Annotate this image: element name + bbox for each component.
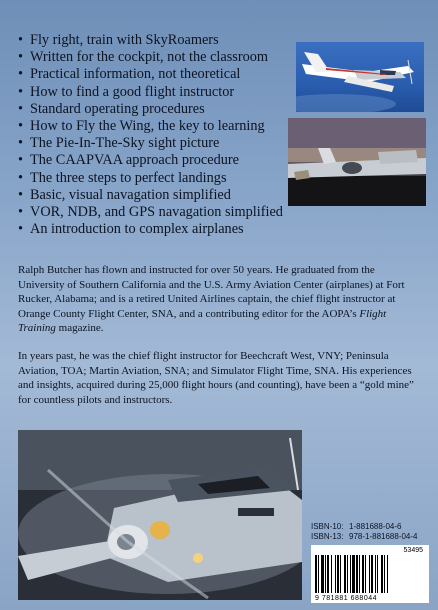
feature-bullet-item [18,32,318,49]
magazine-title: Flight Training [18,307,387,334]
author-history-paragraph: In years past, he was the chief flight instructor for Beechcraft West, VNY; Peninsula Aviation, TOA; Martin Aviation, SNA; and Simulator Flight Time, SNA. His experiences and insights, acquired during 25,000 flight hours (and counting), have been a “gold mine” for countless pilots and instructors. [18,350,414,406]
feature-bullet-text: Fly right, train with SkyRoamers [30,32,219,48]
plane-in-flight-photo [296,42,424,112]
isbn-block [311,522,431,542]
feature-bullet-text: An introduction to complex airplanes [30,221,244,238]
feature-bullet-text: How to Fly the Wing, the key to learning [30,118,265,135]
isbn10-label: ISBN-10: [311,522,344,531]
isbn13-label: ISBN-13: [311,532,344,541]
feature-bullet-text: Practical information, not theoretical [30,66,241,83]
feature-bullet-text: The three steps to perfect landings [30,169,227,186]
airplane-icon [296,42,424,112]
bullet-icon: • [18,32,24,48]
feature-bullet-item [18,135,318,152]
feature-bullet-text: The Pie-In-The-Sky sight picture [30,135,220,152]
bullet-icon: • [18,204,24,221]
feature-bullet-item [18,221,318,238]
parked-planes-sunset-photo [288,118,426,206]
feature-bullet-item [18,152,318,169]
bullet-icon: • [18,169,24,186]
feature-bullet-text: The CAAPVAA approach procedure [30,152,239,169]
isbn13-value: 978-1-881688-04-4 [349,532,418,541]
bio-text: magazine. [55,322,104,334]
bio-text: Ralph Butcher has flown and instructed for over 50 years. He graduated from the University of Southern California and the U.S. Army Aviation Center (airplanes) at Fort Rucker, Alabama; and is a retired United Airlines captain, the chief flight instructor at Orange County Flight Center, SNA, and a contributing editor for the AOPA’s [18,264,405,320]
bullet-icon: • [18,118,24,135]
feature-bullet-text: VOR, NDB, and GPS navagation simplified [30,204,283,221]
feature-bullet-item [18,170,318,187]
feature-bullet-item [18,84,318,101]
bullet-icon: • [18,49,24,66]
bullet-icon: • [18,83,24,100]
feature-bullet-item [18,101,318,118]
feature-bullet-text: Standard operating procedures [30,100,205,117]
feature-bullet-item [18,204,318,221]
barcode-digits: 9 781881 688044 [315,595,377,602]
bullet-icon: • [18,66,24,83]
author-bio-paragraph [18,263,422,336]
isbn10-value: 1-881688-04-6 [349,522,402,531]
feature-bullet-item [18,118,318,135]
bullet-icon: • [18,152,24,169]
airplane-icon [18,430,302,600]
bullet-icon: • [18,186,24,203]
bullet-icon: • [18,100,24,117]
feature-bullet-item [18,187,318,204]
barcode-bars [315,555,425,593]
bullet-icon: • [18,135,24,152]
feature-bullet-text: Written for the cockpit, not the classroom [30,49,269,66]
feature-bullet-list [18,32,318,238]
feature-bullet-text: Basic, visual navagation simplified [30,186,231,203]
feature-bullet-item [18,66,318,83]
feature-bullet-item [18,49,318,66]
barcode [311,545,429,603]
feature-bullet-text: How to find a good flight instructor [30,83,235,100]
bullet-icon: • [18,221,24,238]
price-code: 53495 [403,547,423,554]
airplane-icon [288,118,426,206]
propeller-plane-closeup-photo [18,430,302,600]
